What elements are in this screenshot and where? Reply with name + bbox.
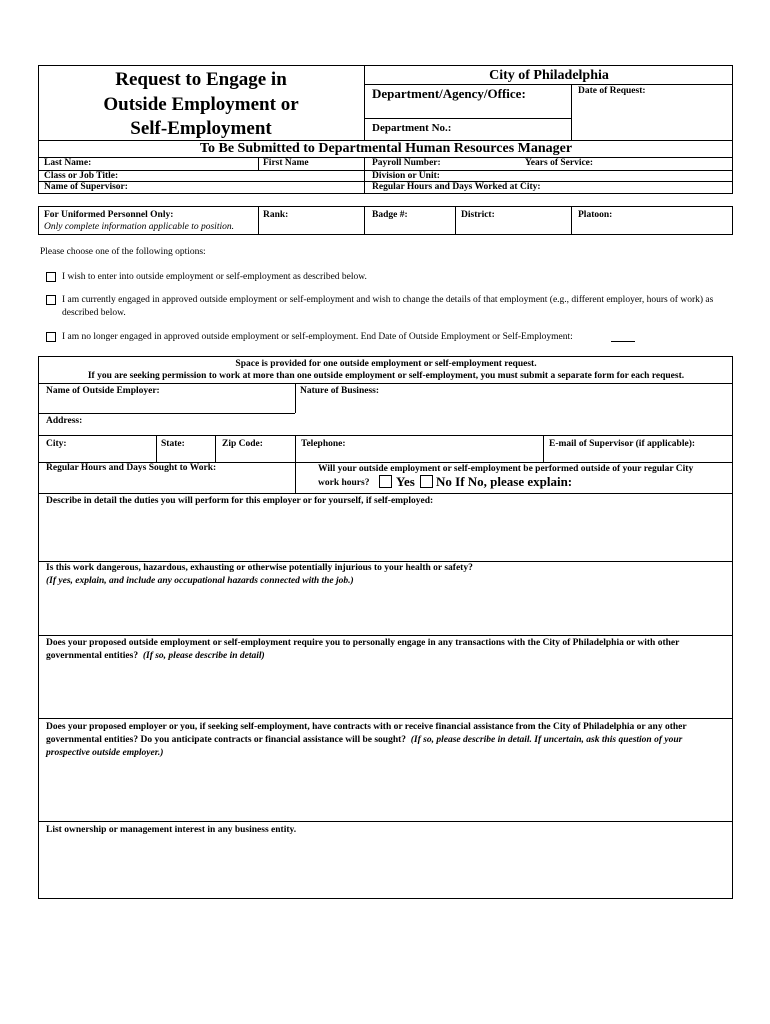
- danger-note: (If yes, explain, and include any occupational hazards connected with the job.): [46, 576, 354, 586]
- transactions-question-text: Does your proposed outside employment or self-employment require you to personally engage in any transactions with the City of Philadelphia or with other governmental entities?: [46, 638, 680, 661]
- form-title-line-1: Request to Engage in: [115, 69, 287, 90]
- danger-answer-area[interactable]: [39, 590, 733, 634]
- zip-code-field[interactable]: Zip Code:: [222, 439, 263, 449]
- space-note: Space is provided for one outside employment or self-employment request.: [235, 359, 537, 369]
- last-name-field[interactable]: Last Name:: [44, 158, 92, 168]
- ownership-answer-area[interactable]: [39, 840, 733, 898]
- form-title: [40, 68, 362, 142]
- payroll-number-field[interactable]: Payroll Number:: [372, 158, 441, 168]
- outside-hours-question: Will your outside employment or self-employment be performed outside of your regular City: [318, 464, 694, 474]
- duties-answer-area[interactable]: [39, 510, 733, 560]
- contracts-question-text: Does your proposed employer or you, if seeking self-employment, have contracts with or receive financial assistance from the City of Philadelphia or any other governmental entities? Do you anticipate contracts or financial assistance will be sought?: [46, 722, 687, 745]
- option-2-label: I am currently engaged in approved outside employment or self-employment and wish to change the details of that employment (e.g., different employer, hours of work) as described below.: [62, 295, 714, 318]
- first-name-field[interactable]: First Name: [263, 158, 309, 168]
- submit-banner: To Be Submitted to Departmental Human Resources Manager: [199, 141, 573, 156]
- district-field[interactable]: District:: [461, 210, 495, 220]
- city-label: City of Philadelphia: [489, 68, 609, 83]
- transactions-note: (If so, please describe in detail): [142, 651, 265, 661]
- form-title-line-2: Outside Employment or: [103, 93, 299, 115]
- contracts-note: (If so, please describe in detail. If uncertain, ask this question of your prospective outside employer.): [46, 735, 683, 758]
- state-field[interactable]: State:: [161, 439, 185, 449]
- transactions-question: [46, 637, 728, 663]
- nature-of-business-field[interactable]: Nature of Business:: [300, 386, 379, 396]
- address-field[interactable]: Address:: [46, 416, 83, 426]
- contracts-question: [46, 721, 728, 760]
- option-2-checkbox[interactable]: [46, 295, 56, 305]
- supervisor-field[interactable]: Name of Supervisor:: [44, 182, 128, 192]
- separate-note: If you are seeking permission to work at more than one outside employment or self-employment, you must submit a separate form for each request.: [87, 371, 685, 381]
- uniformed-title: For Uniformed Personnel Only:: [44, 210, 174, 220]
- no-label: No If No, please explain:: [436, 474, 573, 489]
- option-1-label: I wish to enter into outside employment or self-employment as described below.: [62, 272, 367, 282]
- option-3-checkbox[interactable]: [46, 332, 56, 342]
- years-of-service-field[interactable]: Years of Service:: [525, 158, 594, 168]
- department-field[interactable]: Department/Agency/Office:: [372, 86, 526, 101]
- badge-field[interactable]: Badge #:: [372, 210, 408, 220]
- yes-label: Yes: [396, 474, 415, 489]
- danger-question: Is this work dangerous, hazardous, exhausting or otherwise potentially injurious to your health or safety?: [46, 563, 473, 573]
- duties-question: Describe in detail the duties you will perform for this employer or for yourself, if self-employed:: [46, 496, 434, 506]
- employer-name-field[interactable]: Name of Outside Employer:: [46, 386, 160, 396]
- city-field[interactable]: City:: [46, 439, 67, 449]
- regular-hours-field[interactable]: Regular Hours and Days Worked at City:: [372, 182, 541, 192]
- work-hours-label: work hours?: [318, 478, 370, 488]
- telephone-field[interactable]: Telephone:: [301, 439, 346, 449]
- no-checkbox[interactable]: [420, 475, 433, 488]
- hours-sought-field[interactable]: Regular Hours and Days Sought to Work:: [46, 463, 217, 473]
- yes-checkbox[interactable]: [379, 475, 392, 488]
- option-3-label: I am no longer engaged in approved outside employment or self-employment. End Date of Outside Employment or Self-Employment:: [62, 332, 573, 342]
- platoon-field[interactable]: Platoon:: [578, 210, 613, 220]
- form-title-line-3: Self-Employment: [130, 118, 272, 139]
- ownership-question: List ownership or management interest in any business entity.: [46, 825, 297, 835]
- department-number-field[interactable]: Department No.:: [372, 122, 452, 134]
- uniformed-note: Only complete information applicable to position.: [44, 222, 234, 232]
- supervisor-email-field[interactable]: E-mail of Supervisor (if applicable):: [549, 439, 696, 449]
- end-date-field[interactable]: [611, 341, 635, 342]
- option-1-checkbox[interactable]: [46, 272, 56, 282]
- date-of-request-field[interactable]: Date of Request:: [578, 86, 646, 96]
- contracts-answer-area[interactable]: [39, 762, 733, 820]
- job-title-field[interactable]: Class or Job Title:: [44, 171, 119, 181]
- rank-field[interactable]: Rank:: [263, 210, 289, 220]
- division-field[interactable]: Division or Unit:: [372, 171, 440, 181]
- transactions-answer-area[interactable]: [39, 665, 733, 717]
- options-intro: Please choose one of the following options:: [40, 247, 206, 257]
